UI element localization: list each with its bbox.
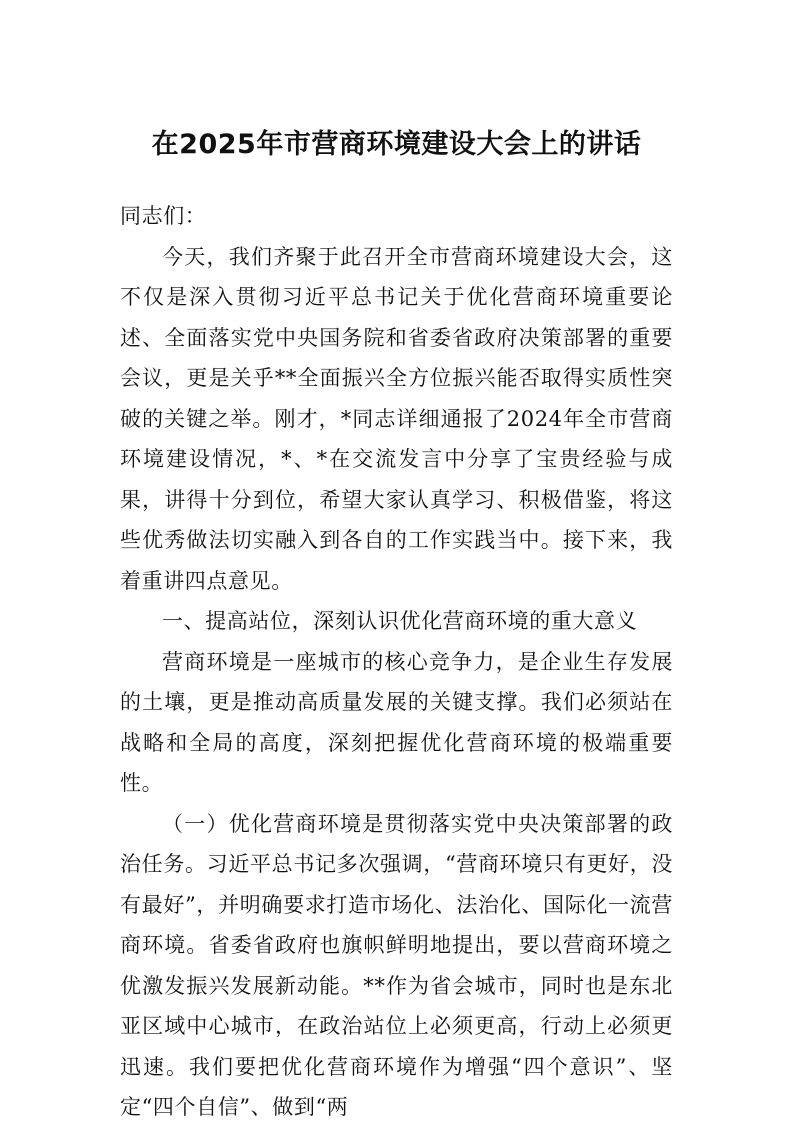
- document-title: 在2025年市营商环境建设大会上的讲话: [151, 129, 642, 160]
- paragraph-section-1-intro: 营商环境是一座城市的核心竞争力，是企业生存发展的土壤，更是推动高质量发展的关键支撑。我们必须站在战略和全局的高度，深刻把握优化营商环境的极端重要性。: [120, 649, 673, 795]
- paragraph-opening: 今天，我们齐聚于此召开全市营商环境建设大会，这不仅是深入贯彻习近平总书记关于优化营商环境重要论述、全面落实党中央国务院和省委省政府决策部署的重要会议，更是关乎**全面振兴全方位振兴能否取得实质性突破的关键之举。刚才，*同志详细通报了2024年全市营商环境建设情况，*、*在交流发言中分享了宝贵经验与成果，讲得十分到位，希望大家认真学习、积极借鉴，将这些优秀做法切实融入到各自的工作实践当中。接下来，我着重讲四点意见。: [120, 244, 673, 593]
- salutation: 同志们：: [120, 204, 207, 228]
- document-body: [120, 196, 673, 1128]
- section-heading-1: 一、提高站位，深刻认识优化营商环境的重大意义: [162, 609, 638, 633]
- paragraph-subsection-1: （一）优化营商环境是贯彻落实党中央决策部署的政治任务。习近平总书记多次强调，“营商环境只有更好，没有最好”，并明确要求打造市场化、法治化、国际化一流营商环境。省委省政府也旗帜鲜明地提出，要以营商环境之优激发振兴发展新动能。**作为省会城市，同时也是东北亚区域中心城市，在政治站位上必须更高，行动上必须更迅速。我们要把优化营商环境作为增强“四个意识”、坚定“四个自信”、做到“两: [120, 811, 673, 1119]
